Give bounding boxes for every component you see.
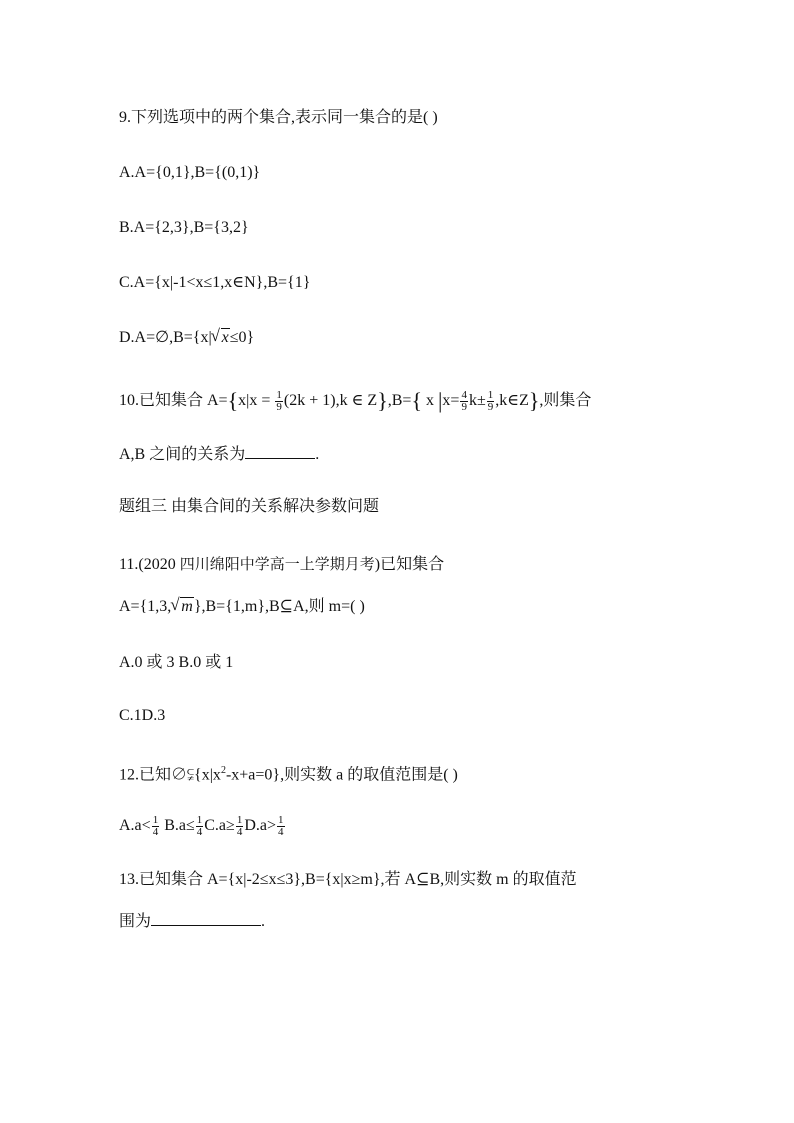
q9-option-b: B.A={2,3},B={3,2} [119,219,249,236]
left-brace: { [411,388,423,414]
q11-options-ab: A.0 或 3 B.0 或 1 [119,654,234,671]
q12-fraction: $\frac{1}{4}$ [196,814,203,838]
answer-blank[interactable] [151,911,261,926]
q12-pre: 12.已知∅⫋{x|x [119,766,221,784]
group-heading: 题组三 由集合间的关系解决参数问题 [119,498,380,515]
vertical-bar: | [438,388,443,414]
q12-stem [119,760,458,786]
q11-line2 [119,596,365,618]
q12-post: -x+a=0},则实数 a 的取值范围是( ) [225,766,458,784]
right-brace: } [377,388,388,414]
q13-line2 [119,911,265,933]
q10-line1 [119,390,591,413]
q10-line2-text: A,B 之间的关系为 [119,446,246,463]
q11-pre: 11.(2020 [119,556,180,573]
q9-d-radicand: x [221,329,229,346]
q12-fraction: $\frac{1}{4}$ [236,814,243,838]
q12-opt-b: B.a≤ [160,817,195,835]
q12-fraction: $\frac{1}{4}$ [152,814,159,838]
sqrt-symbol [212,327,230,349]
q10-a-right: (2k + 1),k ∈ Z [283,392,378,410]
q11-options-cd: C.1D.3 [119,707,166,724]
q13-line1: 13.已知集合 A={x|-2≤x≤3},B={x|x≥m},若 A⊆B,则实数 m 的取值范 [119,871,577,888]
q9-option-d [119,327,254,349]
q9-d-pre: D.A=∅,B={x| [119,329,212,346]
q9-d-post: ≤0} [229,329,255,346]
sqrt-symbol [171,596,194,618]
q9-option-c: C.A={x|-1<x≤1,x∈N},B={1} [119,274,311,291]
q11-line1 [119,553,444,576]
q13-line2-end: . [261,913,266,930]
q12-fraction: $\frac{1}{4}$ [278,814,284,838]
q12-opt-d: D.a> [244,817,276,835]
q12-superscript: 2 [220,765,226,776]
q12-opt-a: A.a< [119,817,151,835]
q10-b-x: x [426,392,435,410]
q11-radicand: m [181,598,193,615]
q10-b-end: ,k∈Z [495,392,529,410]
answer-blank[interactable] [245,444,315,459]
q10-line2-end: . [315,446,320,463]
q10-fraction-3: $\frac{1}{9}$ [487,389,494,413]
q10-b-eq: x= [442,392,460,410]
q10-fraction-1: $\frac{1}{9}$ [276,389,282,413]
q10-mid: ,B= [387,392,412,410]
q12-options [119,815,286,838]
q10-pre: 10.已知集合 A= [119,392,228,410]
q9-stem: 9.下列选项中的两个集合,表示同一集合的是( ) [119,109,438,126]
q10-post: ,则集合 [539,392,592,410]
q10-b-k: k± [468,392,486,410]
q10-a-left: x|x = [238,392,271,410]
q9-option-a: A.A={0,1},B={(0,1)} [119,164,261,181]
q11-source: 四川绵阳中学高一上学期月考 [179,555,375,573]
q10-line2 [119,444,319,466]
right-brace: } [528,388,540,414]
q11-line2-post: },B={1,m},B⊆A,则 m=( ) [193,598,365,615]
q11-post: )已知集合 [374,556,445,573]
q13-line2-text: 围为 [119,913,152,930]
q10-fraction-2: $\frac{4}{9}$ [461,389,467,413]
q12-opt-c: C.a≥ [204,817,235,835]
q11-line2-pre: A={1,3, [119,598,172,615]
left-brace: { [227,388,239,414]
